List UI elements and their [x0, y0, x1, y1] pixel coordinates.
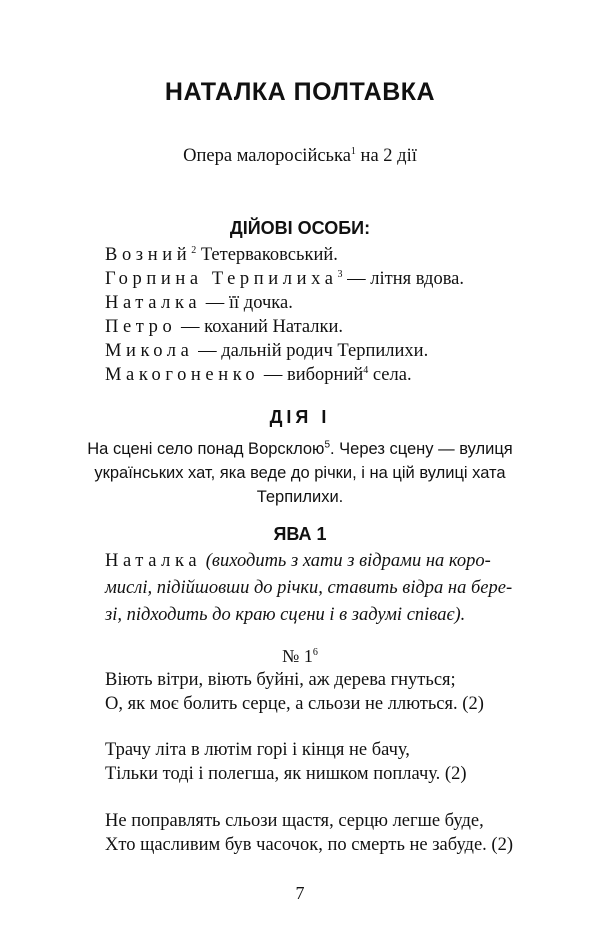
scene-text: . Через сцену — вулиця — [330, 440, 513, 458]
subtitle-text: Опера малоросійська — [183, 146, 351, 166]
stage-direction — [105, 548, 513, 629]
character-desc: — коханий Наталки. — [176, 317, 344, 337]
verse-line: О, як моє болить серце, а сльози не ллються. (2) — [105, 694, 484, 714]
verse-line: Тільки тоді і полегша, як нишком поплачу. (2) — [105, 764, 467, 784]
stage-line — [105, 602, 505, 629]
subtitle — [0, 146, 600, 167]
character-line — [105, 317, 343, 338]
direction-text: мислі, підійшовши до річки, ставить відра на бере- — [105, 578, 513, 598]
stage-line — [105, 575, 513, 602]
footnote-marker: 4 — [363, 364, 369, 376]
direction-text: зі, підходить до краю сцени і в задумі співає). — [105, 605, 466, 625]
character-name: Возний — [105, 245, 192, 265]
character-line — [105, 293, 293, 314]
song-number-text: № 1 — [282, 646, 313, 666]
stage-line — [105, 548, 505, 575]
subtitle-tail: на 2 дії — [355, 146, 417, 166]
scene-text: На сцені село понад Ворсклою — [87, 440, 325, 458]
song-number — [0, 646, 600, 667]
character-line — [105, 341, 428, 362]
character-line — [105, 269, 464, 290]
page-title: НАТАЛКА ПОЛТАВКА — [164, 78, 436, 106]
footnote-marker: 6 — [312, 647, 318, 658]
scene-line: Терпилихи. — [256, 488, 344, 506]
page-number: 7 — [295, 883, 305, 903]
scene-line: українських хат, яка веде до річки, і на цій вулиці хата — [94, 464, 506, 482]
footnote-marker: 5 — [324, 439, 330, 451]
scene-line — [0, 437, 600, 461]
verse-line: Не поправлять сльози щастя, серцю легше буде, — [105, 811, 484, 831]
yava-heading: ЯВА 1 — [273, 524, 327, 544]
character-line — [105, 365, 412, 386]
character-name: Наталка — [105, 293, 202, 313]
character-name: Петро — [105, 317, 177, 337]
footnote-marker: 1 — [350, 145, 356, 157]
character-desc: — її дочка. — [201, 293, 293, 313]
footnote-marker: 2 — [191, 244, 197, 256]
verse-line: Віють вітри, віють буйні, аж дерева гнуться; — [105, 670, 456, 690]
character-desc: — дальній родич Терпилихи. — [193, 341, 429, 361]
character-desc: Тетерваковський. — [196, 245, 338, 265]
character-desc: — виборний — [259, 365, 364, 385]
character-line — [105, 245, 338, 266]
footnote-marker: 3 — [337, 268, 343, 280]
character-name: Макогоненко — [105, 365, 260, 385]
scene-description — [0, 437, 600, 509]
characters-heading: ДІЙОВІ ОСОБИ: — [229, 218, 371, 238]
character-name: Микола — [105, 341, 194, 361]
speaker-name: Наталка — [105, 551, 202, 571]
act-heading: ДІЯ І — [269, 407, 331, 427]
verse-line: Трачу літа в лютім горі і кінця не бачу, — [105, 740, 410, 760]
direction-text: (виходить з хати з відрами на коро- — [205, 551, 491, 571]
verse-line: Хто щасливим був часочок, по смерть не забуде. (2) — [105, 835, 514, 855]
character-desc: — літня вдова. — [342, 269, 465, 289]
character-desc: села. — [368, 365, 412, 385]
character-name: Горпина Терпилиха — [105, 269, 338, 289]
